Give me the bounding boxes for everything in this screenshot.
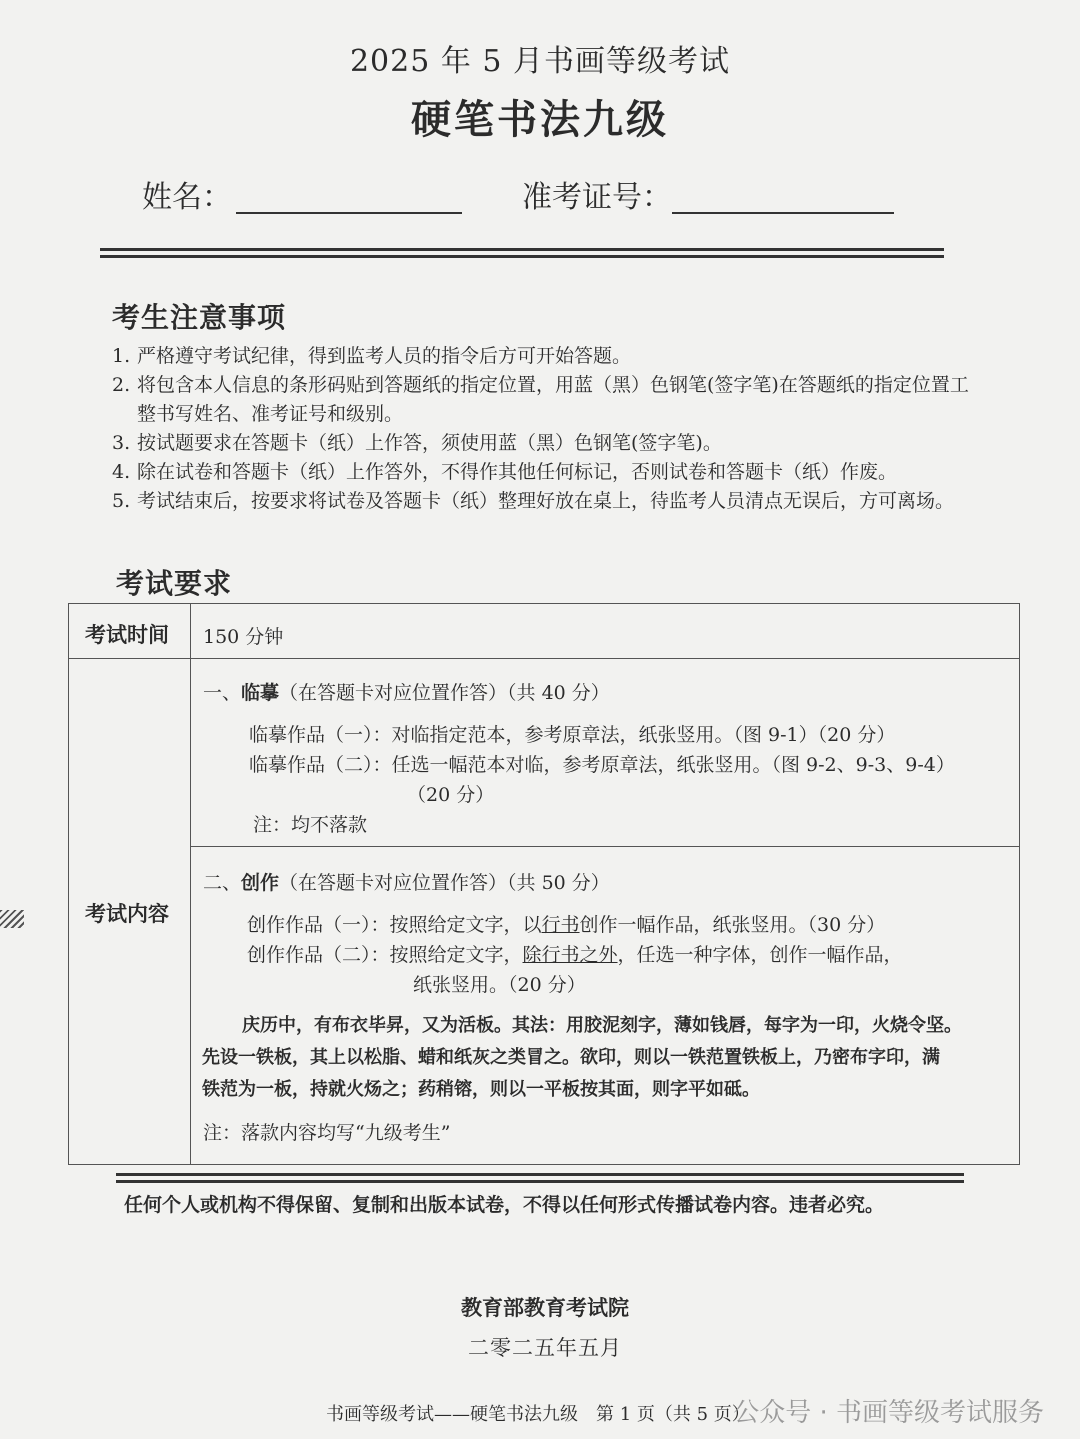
- create-work-1-script: 行书: [541, 914, 580, 936]
- notice-item: [112, 458, 972, 487]
- page-footer: 书画等级考试——硬笔书法九级 第 1 页（共 5 页）: [326, 1404, 750, 1425]
- exam-content-label: 考试内容: [85, 901, 169, 926]
- notice-item: [112, 487, 972, 516]
- create-work-2-prefix: 创作作品（二）：按照给定文字，: [247, 944, 523, 966]
- create-section-keyword: 创作: [241, 872, 280, 894]
- notice-number: 5.: [112, 490, 131, 512]
- notice-text: 除在试卷和答题卡（纸）上作答外，不得作其他任何标记，否则试卷和答题卡（纸）作废。: [137, 461, 898, 483]
- table-row-divider: [190, 846, 1019, 847]
- create-work-2-continued: 纸张竖用。（20 分）: [413, 974, 586, 996]
- name-label: 姓名：: [142, 180, 232, 215]
- issuer: 教育部教育考试院: [461, 1295, 629, 1320]
- copy-section-keyword: 临摹: [241, 682, 280, 704]
- subject-title: 硬笔书法九级: [411, 96, 669, 143]
- copy-section-number: 一、: [203, 682, 242, 704]
- notice-list: [112, 342, 972, 516]
- ticket-number-label: 准考证号：: [522, 180, 672, 215]
- notice-text: 考试结束后，按要求将试卷及答题卡（纸）整理好放在桌上，待监考人员清点无误后，方可离场。: [137, 490, 955, 512]
- passage-line: 先设一铁板，其上以松脂、蜡和纸灰之类冒之。欲印，则以一铁范置铁板上，乃密布字印，满: [202, 1047, 940, 1068]
- create-work-2-script: 除行书之外: [522, 944, 618, 966]
- create-work-2-suffix: ，任选一种字体，创作一幅作品，: [617, 944, 903, 966]
- create-work-1-prefix: 创作作品（一）：按照给定文字，以: [247, 914, 542, 936]
- name-blank: [236, 212, 462, 214]
- table-column-divider: [190, 604, 191, 1164]
- notice-number: 4.: [112, 461, 131, 483]
- notice-number: 1.: [112, 345, 131, 367]
- top-double-rule: [100, 248, 944, 258]
- notice-number: 3.: [112, 432, 131, 454]
- bottom-double-rule: [116, 1173, 964, 1183]
- notice-text: 严格遵守考试纪律，得到监考人员的指令后方可开始答题。: [137, 345, 632, 367]
- create-note: 注：落款内容均写“九级考生”: [203, 1122, 451, 1144]
- passage-line: 铁范为一板，持就火炀之；药稍镕，则以一平板按其面，则字平如砥。: [202, 1079, 760, 1100]
- create-work-1-suffix: 创作一幅作品，纸张竖用。（30 分）: [579, 914, 886, 936]
- notice-text: 按试题要求在答题卡（纸）上作答，须使用蓝（黑）色钢笔(签字笔)。: [137, 432, 722, 454]
- copy-section-title: [203, 678, 610, 705]
- create-work-2: [247, 940, 903, 967]
- ticket-number-blank: [672, 212, 894, 214]
- notice-item: [112, 342, 972, 371]
- create-section-detail: （在答题卡对应位置作答）（共 50 分）: [279, 872, 610, 894]
- notice-item: [112, 429, 972, 458]
- create-work-1: [247, 910, 885, 937]
- notice-heading: 考生注意事项: [112, 301, 287, 334]
- copyright-warning: 任何个人或机构不得保留、复制和出版本试卷，不得以任何形式传播试卷内容。违者必究。: [124, 1194, 885, 1216]
- create-section-title: [203, 868, 610, 895]
- exam-title: 2025 年 5 月书画等级考试: [349, 44, 731, 79]
- copy-work-2: 临摹作品（二）：任选一幅范本对临，参考原章法，纸张竖用。（图 9-2、9-3、9-4）: [249, 754, 955, 776]
- copy-work-2-score: （20 分）: [407, 784, 495, 806]
- copy-note: 注：均不落款: [253, 814, 368, 836]
- account-watermark: 公众号 · 书画等级考试服务: [733, 1398, 1044, 1428]
- given-passage: [202, 1010, 1020, 1106]
- create-section-number: 二、: [203, 872, 242, 894]
- notice-item: [112, 371, 972, 429]
- copy-section-detail: （在答题卡对应位置作答）（共 40 分）: [279, 682, 610, 704]
- passage-line: 庆历中，有布衣毕昇，又为活板。其法：用胶泥刻字，薄如钱唇，每字为一印，火烧令坚。: [242, 1015, 962, 1036]
- requirements-heading: 考试要求: [116, 567, 233, 600]
- exam-time-value: 150 分钟: [203, 626, 284, 648]
- notice-text: 将包含本人信息的条形码贴到答题纸的指定位置，用蓝（黑）色钢笔(签字笔)在答题纸的指定位置工整书写姓名、准考证号和级别。: [137, 374, 969, 425]
- exam-time-label: 考试时间: [85, 622, 169, 647]
- copy-work-1: 临摹作品（一）：对临指定范本，参考原章法，纸张竖用。（图 9-1）（20 分）: [249, 724, 896, 746]
- issue-date: 二零二五年五月: [468, 1336, 622, 1360]
- table-row-divider: [69, 658, 1019, 659]
- edge-hatch-mark: [0, 910, 24, 928]
- notice-number: 2.: [112, 374, 131, 396]
